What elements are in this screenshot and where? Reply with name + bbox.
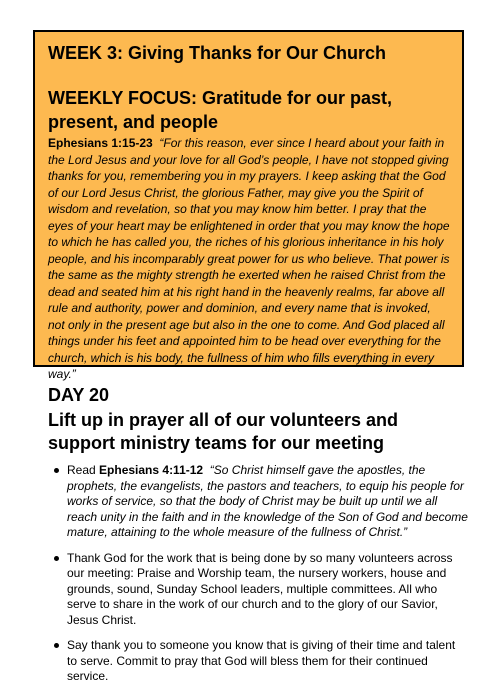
day-title: DAY 20 <box>48 385 110 405</box>
bullet-icon <box>54 556 59 561</box>
bullet-quote: “So Christ himself gave the apostles, the prophets, the evangelists, the pastors and teachers, to equip his people for works of service, so that the body of Christ may be built up until we all reach unity in the faith and in the knowledge of the Son of God and become mature, attaining to the whole measure of the fullness of Christ.” <box>67 463 468 539</box>
day-heading: Lift up in prayer all of our volunteers and support ministry teams for our meeting <box>48 410 399 453</box>
day-section <box>48 383 468 695</box>
week-title: WEEK 3: Giving Thanks for Our Church <box>48 43 387 63</box>
list-item <box>48 463 468 541</box>
list-item <box>48 551 468 629</box>
bullet-icon <box>54 468 59 473</box>
weekly-focus-box <box>33 30 464 381</box>
bullet-text: Say thank you to someone you know that is giving of their time and talent to serve. Commit to pray that God will bless them for their continued service. <box>67 638 456 683</box>
bullet-text: Thank God for the work that is being done by so many volunteers across our meeting: Praise and Worship team, the nursery workers, house and grounds, sound, Sunday School leaders, multiple committees. All who serve to share in the work of our church and to the glory of our Savior, Jesus Christ. <box>67 550 453 627</box>
bullet-reference: Ephesians 4:11-12 <box>99 463 204 477</box>
scripture-quote: “For this reason, ever since I heard about your faith in the Lord Jesus and your love for all God’s people, I have not stopped giving thanks for you, remembering you in my prayers. I keep asking that the God of our Lord Jesus Christ, the glorious Father, may give you the Spirit of wisdom and revelation, so that you may know him better. I pray that the eyes of your heart may be enlightened in order that you may know the hope to which he has called you, the riches of his glorious inheritance in his holy people, and his incomparably great power for us who believe. That power is the same as the mighty strength he exerted when he raised Christ from the dead and seated him at his right hand in the heavenly realms, far above all rule and authority, power and dominion, and every name that is invoked, not only in the present age but also in the one to come. And God placed all things under his feet and appointed him to be head over everything for the church, which is his body, the fullness of him who fills everything in every way.” <box>48 136 450 381</box>
prayer-list <box>48 463 468 685</box>
bullet-prefix: Read <box>67 463 96 477</box>
list-item <box>48 638 468 685</box>
scripture-passage <box>48 135 450 383</box>
scripture-reference: Ephesians 1:15-23 <box>48 136 153 150</box>
weekly-focus-title: WEEKLY FOCUS: Gratitude for our past, present, and people <box>48 88 393 132</box>
bullet-icon <box>54 643 59 648</box>
